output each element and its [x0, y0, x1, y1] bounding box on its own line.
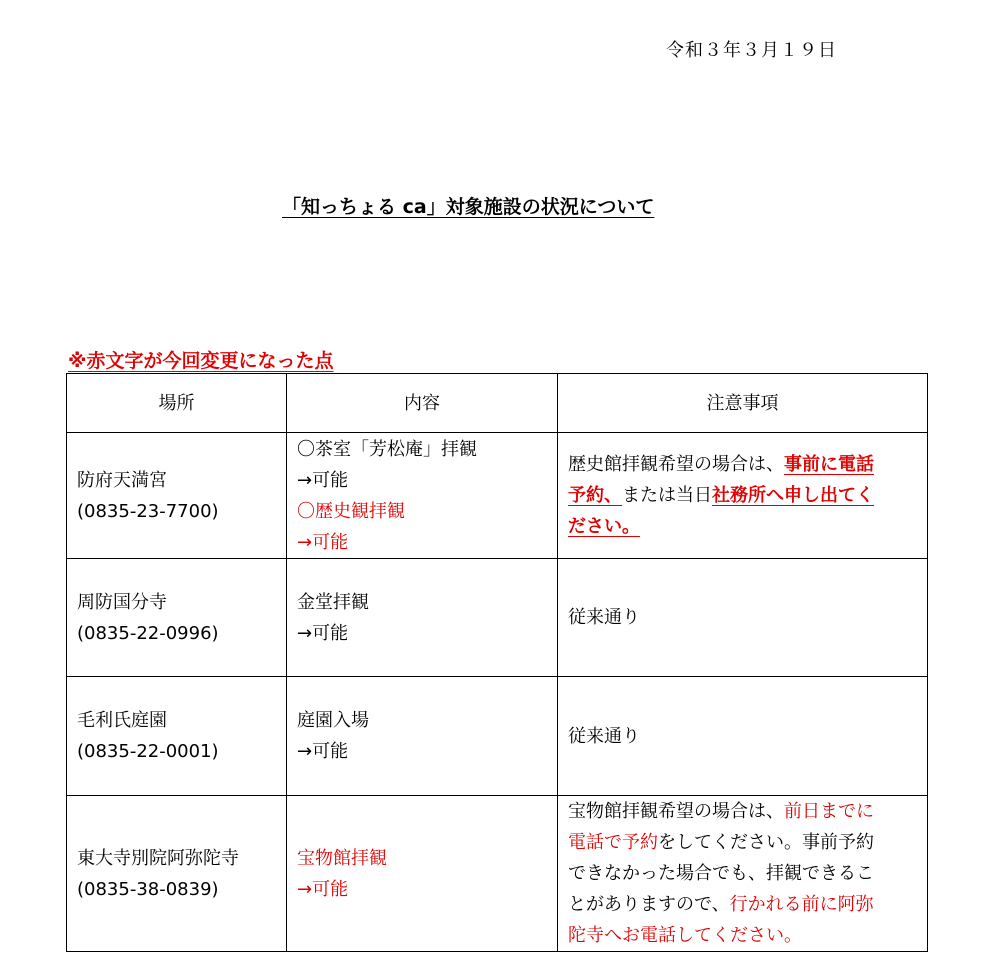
- content-line: →可能: [297, 741, 349, 762]
- place-cell: [67, 796, 287, 952]
- notes-text: または当日: [622, 485, 712, 506]
- notes-line: [568, 827, 917, 858]
- header-notes: 注意事項: [558, 374, 928, 433]
- header-place: 場所: [67, 374, 287, 433]
- place-phone: (0835-22-0001): [77, 741, 219, 762]
- place-name: 周防国分寺: [77, 591, 167, 613]
- notes-text-changed: 前日までに: [784, 801, 874, 822]
- notes-text-changed: 電話で予約: [568, 832, 658, 853]
- notes-cell: [558, 559, 928, 677]
- content-line: 金堂拝観: [297, 591, 369, 613]
- place-name: 毛利氏庭園: [77, 710, 167, 731]
- header-content: 内容: [287, 374, 558, 433]
- table-row: [67, 677, 928, 796]
- place-name: 防府天満宮: [77, 469, 167, 491]
- content-line-changed: 宝物館拝観: [297, 847, 387, 869]
- content-line-changed: →可能: [297, 531, 349, 553]
- notes-text: をしてください。事前予約: [658, 832, 874, 853]
- change-note: ※赤文字が今回変更になった点: [68, 350, 334, 372]
- place-phone: (0835-38-0839): [77, 878, 219, 900]
- content-cell: [287, 677, 558, 796]
- place-phone: (0835-23-7700): [77, 500, 219, 522]
- content-line: 庭園入場: [297, 710, 369, 731]
- document-date: 令和３年３月１９日: [666, 40, 837, 61]
- facilities-table: [66, 373, 928, 952]
- notes-text-changed: 事前に電話: [784, 454, 874, 475]
- content-line: →可能: [297, 469, 349, 491]
- place-phone: (0835-22-0996): [77, 622, 219, 644]
- notes-line: [568, 858, 917, 889]
- place-cell: [67, 559, 287, 677]
- content-line-changed: 〇歴史観拝観: [297, 500, 405, 522]
- notes-line: [568, 449, 917, 480]
- content-line: →可能: [297, 622, 349, 644]
- notes-line: [568, 889, 917, 920]
- table-row: [67, 433, 928, 559]
- notes-line-changed: 陀寺へお電話してください。: [568, 925, 802, 946]
- document-title: 「知っちょる ca」対象施設の状況について: [282, 196, 655, 218]
- notes-line: [568, 796, 917, 827]
- place-cell: [67, 433, 287, 559]
- notes-text-changed: 社務所へ申し出てく: [712, 485, 874, 506]
- notes-text: とがありますので、: [568, 894, 730, 915]
- notes-line: [568, 480, 917, 511]
- notes-text-changed: ださい。: [568, 516, 640, 537]
- content-cell: [287, 796, 558, 952]
- notes-text-changed: 行かれる前に阿弥: [729, 894, 874, 915]
- notes-line: [568, 511, 917, 542]
- content-line-changed: →可能: [297, 878, 349, 900]
- content-cell: [287, 559, 558, 677]
- table-row: [67, 796, 928, 952]
- notes-cell: [558, 433, 928, 559]
- content-cell: [287, 433, 558, 559]
- notes-cell: [558, 796, 928, 952]
- table-row: [67, 559, 928, 677]
- notes-text: 従来通り: [568, 607, 640, 628]
- notes-text: 宝物館拝観希望の場合は、: [568, 801, 784, 822]
- notes-cell: [558, 677, 928, 796]
- table-header-row: [67, 374, 928, 433]
- notes-text: 歴史館拝観希望の場合は、: [568, 454, 784, 475]
- notes-text: 従来通り: [568, 725, 640, 747]
- notes-text-changed: 予約、: [568, 485, 622, 506]
- place-cell: [67, 677, 287, 796]
- notes-text: できなかった場合でも、拝観できるこ: [568, 863, 874, 884]
- content-line: 〇茶室「芳松庵」拝観: [297, 438, 477, 460]
- place-name: 東大寺別院阿弥陀寺: [77, 847, 239, 869]
